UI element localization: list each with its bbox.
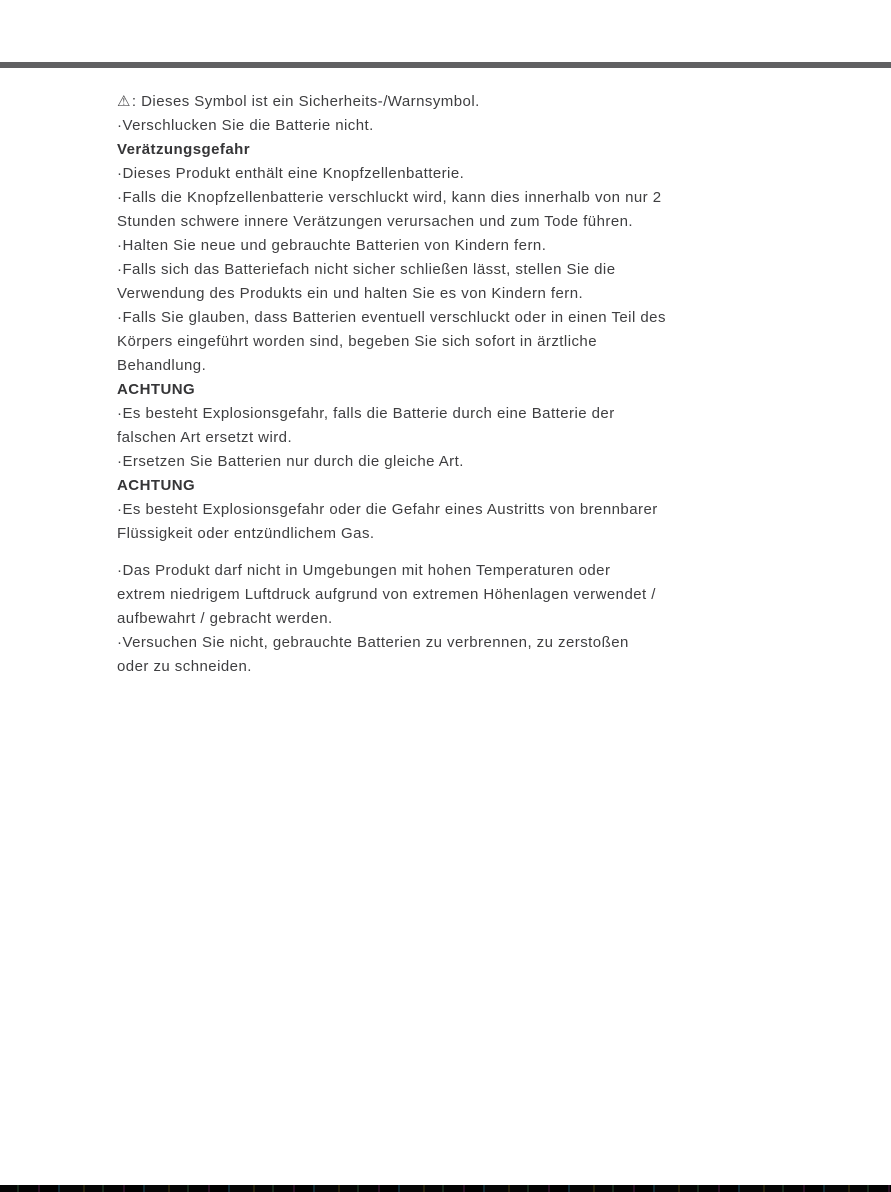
text-line — [117, 90, 827, 114]
section-heading — [117, 474, 827, 498]
text-line: Behandlung. — [117, 357, 207, 374]
text-line: Flüssigkeit oder entzündlichem Gas. — [117, 525, 375, 542]
bullet-item — [117, 258, 827, 306]
text-line: ·Es besteht Explosionsgefahr, falls die Batterie durch eine Batterie der — [117, 405, 615, 422]
text-line: Stunden schwere innere Verätzungen verursachen und zum Tode führen. — [117, 213, 634, 230]
bullet-item — [117, 306, 827, 378]
text-line: ·Es besteht Explosionsgefahr oder die Gefahr eines Austritts von brennbarer — [117, 501, 658, 518]
bullet-item — [117, 162, 827, 186]
bullet-item — [117, 186, 827, 234]
section-heading — [117, 138, 827, 162]
bullet-item — [117, 450, 827, 474]
bullet-item — [117, 234, 827, 258]
text-line: Verätzungsgefahr — [117, 141, 251, 158]
text-line-content: : Dieses Symbol ist ein Sicherheits-/Warnsymbol. — [131, 93, 480, 110]
text-line: falschen Art ersetzt wird. — [117, 429, 293, 446]
text-line: Körpers eingeführt worden sind, begeben Sie sich sofort in ärztliche — [117, 333, 598, 350]
text-line: ·Halten Sie neue und gebrauchte Batterien von Kindern fern. — [117, 237, 547, 254]
bullet-item — [117, 402, 827, 450]
bullet-item — [117, 631, 827, 679]
bullet-item — [117, 559, 827, 631]
safety-symbol-note — [117, 90, 827, 114]
text-line: aufbewahrt / gebracht werden. — [117, 610, 333, 627]
text-line: ·Das Produkt darf nicht in Umgebungen mit hohen Temperaturen oder — [117, 562, 611, 579]
text-line: ·Dieses Produkt enthält eine Knopfzellenbatterie. — [117, 165, 465, 182]
text-line: ·Falls die Knopfzellenbatterie verschluckt wird, kann dies innerhalb von nur 2 — [117, 189, 662, 206]
bullet-item — [117, 498, 827, 546]
text-line: ·Falls sich das Batteriefach nicht sicher schließen lässt, stellen Sie die — [117, 261, 616, 278]
text-line: oder zu schneiden. — [117, 658, 252, 675]
text-line: extrem niedrigem Luftdruck aufgrund von extremen Höhenlagen verwendet / — [117, 586, 656, 603]
warning-triangle-icon: ⚠ — [117, 93, 131, 110]
text-line: ACHTUNG — [117, 477, 196, 494]
bottom-scan-edge — [0, 1185, 891, 1192]
text-line: Verwendung des Produkts ein und halten Sie es von Kindern fern. — [117, 285, 584, 302]
top-rule — [0, 62, 891, 68]
section-heading — [117, 378, 827, 402]
text-line: ACHTUNG — [117, 381, 196, 398]
warning-text-column — [117, 90, 827, 679]
text-line: ·Falls Sie glauben, dass Batterien eventuell verschluckt oder in einen Teil des — [117, 309, 666, 326]
bullet-item — [117, 114, 827, 138]
text-line: ·Versuchen Sie nicht, gebrauchte Batterien zu verbrennen, zu zerstoßen — [117, 634, 629, 651]
text-line: ·Ersetzen Sie Batterien nur durch die gleiche Art. — [117, 453, 464, 470]
text-line: ·Verschlucken Sie die Batterie nicht. — [117, 117, 374, 134]
